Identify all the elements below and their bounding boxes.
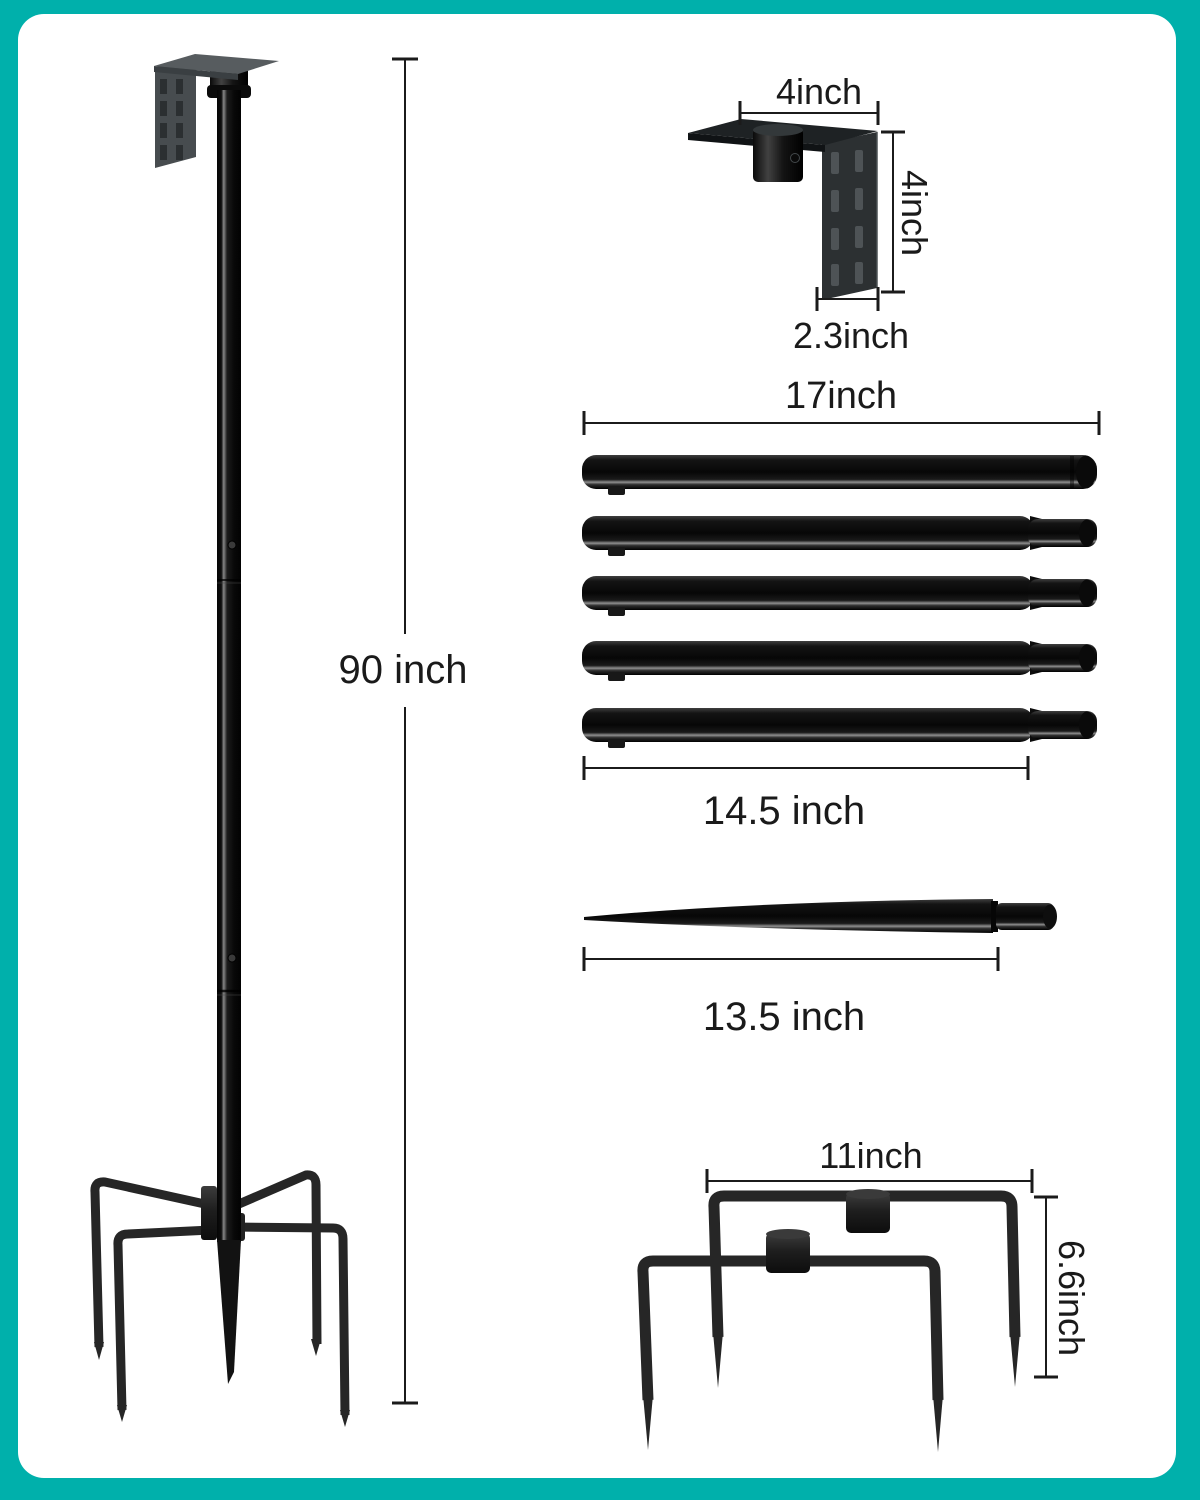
pole-spring-button-upper bbox=[228, 541, 236, 549]
dim-label-tube-body-length: 14.5 inch bbox=[702, 789, 866, 833]
ground-spike-figure bbox=[584, 899, 1057, 933]
dimension-spike-length bbox=[584, 947, 998, 971]
pole-tube-5 bbox=[582, 708, 1097, 748]
dim-label-base-height: 6.6inch bbox=[1051, 1239, 1092, 1357]
assembled-pole-tube bbox=[217, 90, 241, 1384]
dimension-90inch bbox=[392, 59, 418, 1403]
dim-label-bracket-depth: 2.3inch bbox=[792, 315, 910, 356]
dim-label-bracket-height: 4inch bbox=[894, 169, 935, 257]
pole-tube-2 bbox=[582, 516, 1097, 556]
dim-label-pole-height: 90 inch bbox=[338, 648, 468, 692]
base-hub-collar-left bbox=[201, 1186, 217, 1240]
base-front-staple bbox=[643, 1261, 938, 1400]
assembled-bracket bbox=[154, 54, 279, 168]
pole-tube-4 bbox=[582, 641, 1097, 681]
pole-tube-1 bbox=[582, 455, 1097, 495]
assembled-ground-spike bbox=[217, 1240, 241, 1384]
pole-spring-button-lower bbox=[228, 954, 236, 962]
dim-label-bracket-width: 4inch bbox=[775, 71, 863, 112]
dimension-tube-body-length bbox=[584, 756, 1028, 780]
pole-tube-3 bbox=[582, 576, 1097, 616]
base-detail-figure bbox=[643, 1189, 1020, 1452]
assembled-pole-figure bbox=[94, 54, 350, 1427]
assembled-base-prong-tips bbox=[94, 1339, 350, 1427]
bracket-detail-figure bbox=[688, 119, 878, 300]
dim-label-spike-length: 13.5 inch bbox=[702, 995, 866, 1039]
dim-label-tube-length: 17inch bbox=[785, 375, 897, 417]
bracket-set-screw bbox=[791, 154, 800, 163]
dim-label-base-width: 11inch bbox=[819, 1135, 923, 1176]
